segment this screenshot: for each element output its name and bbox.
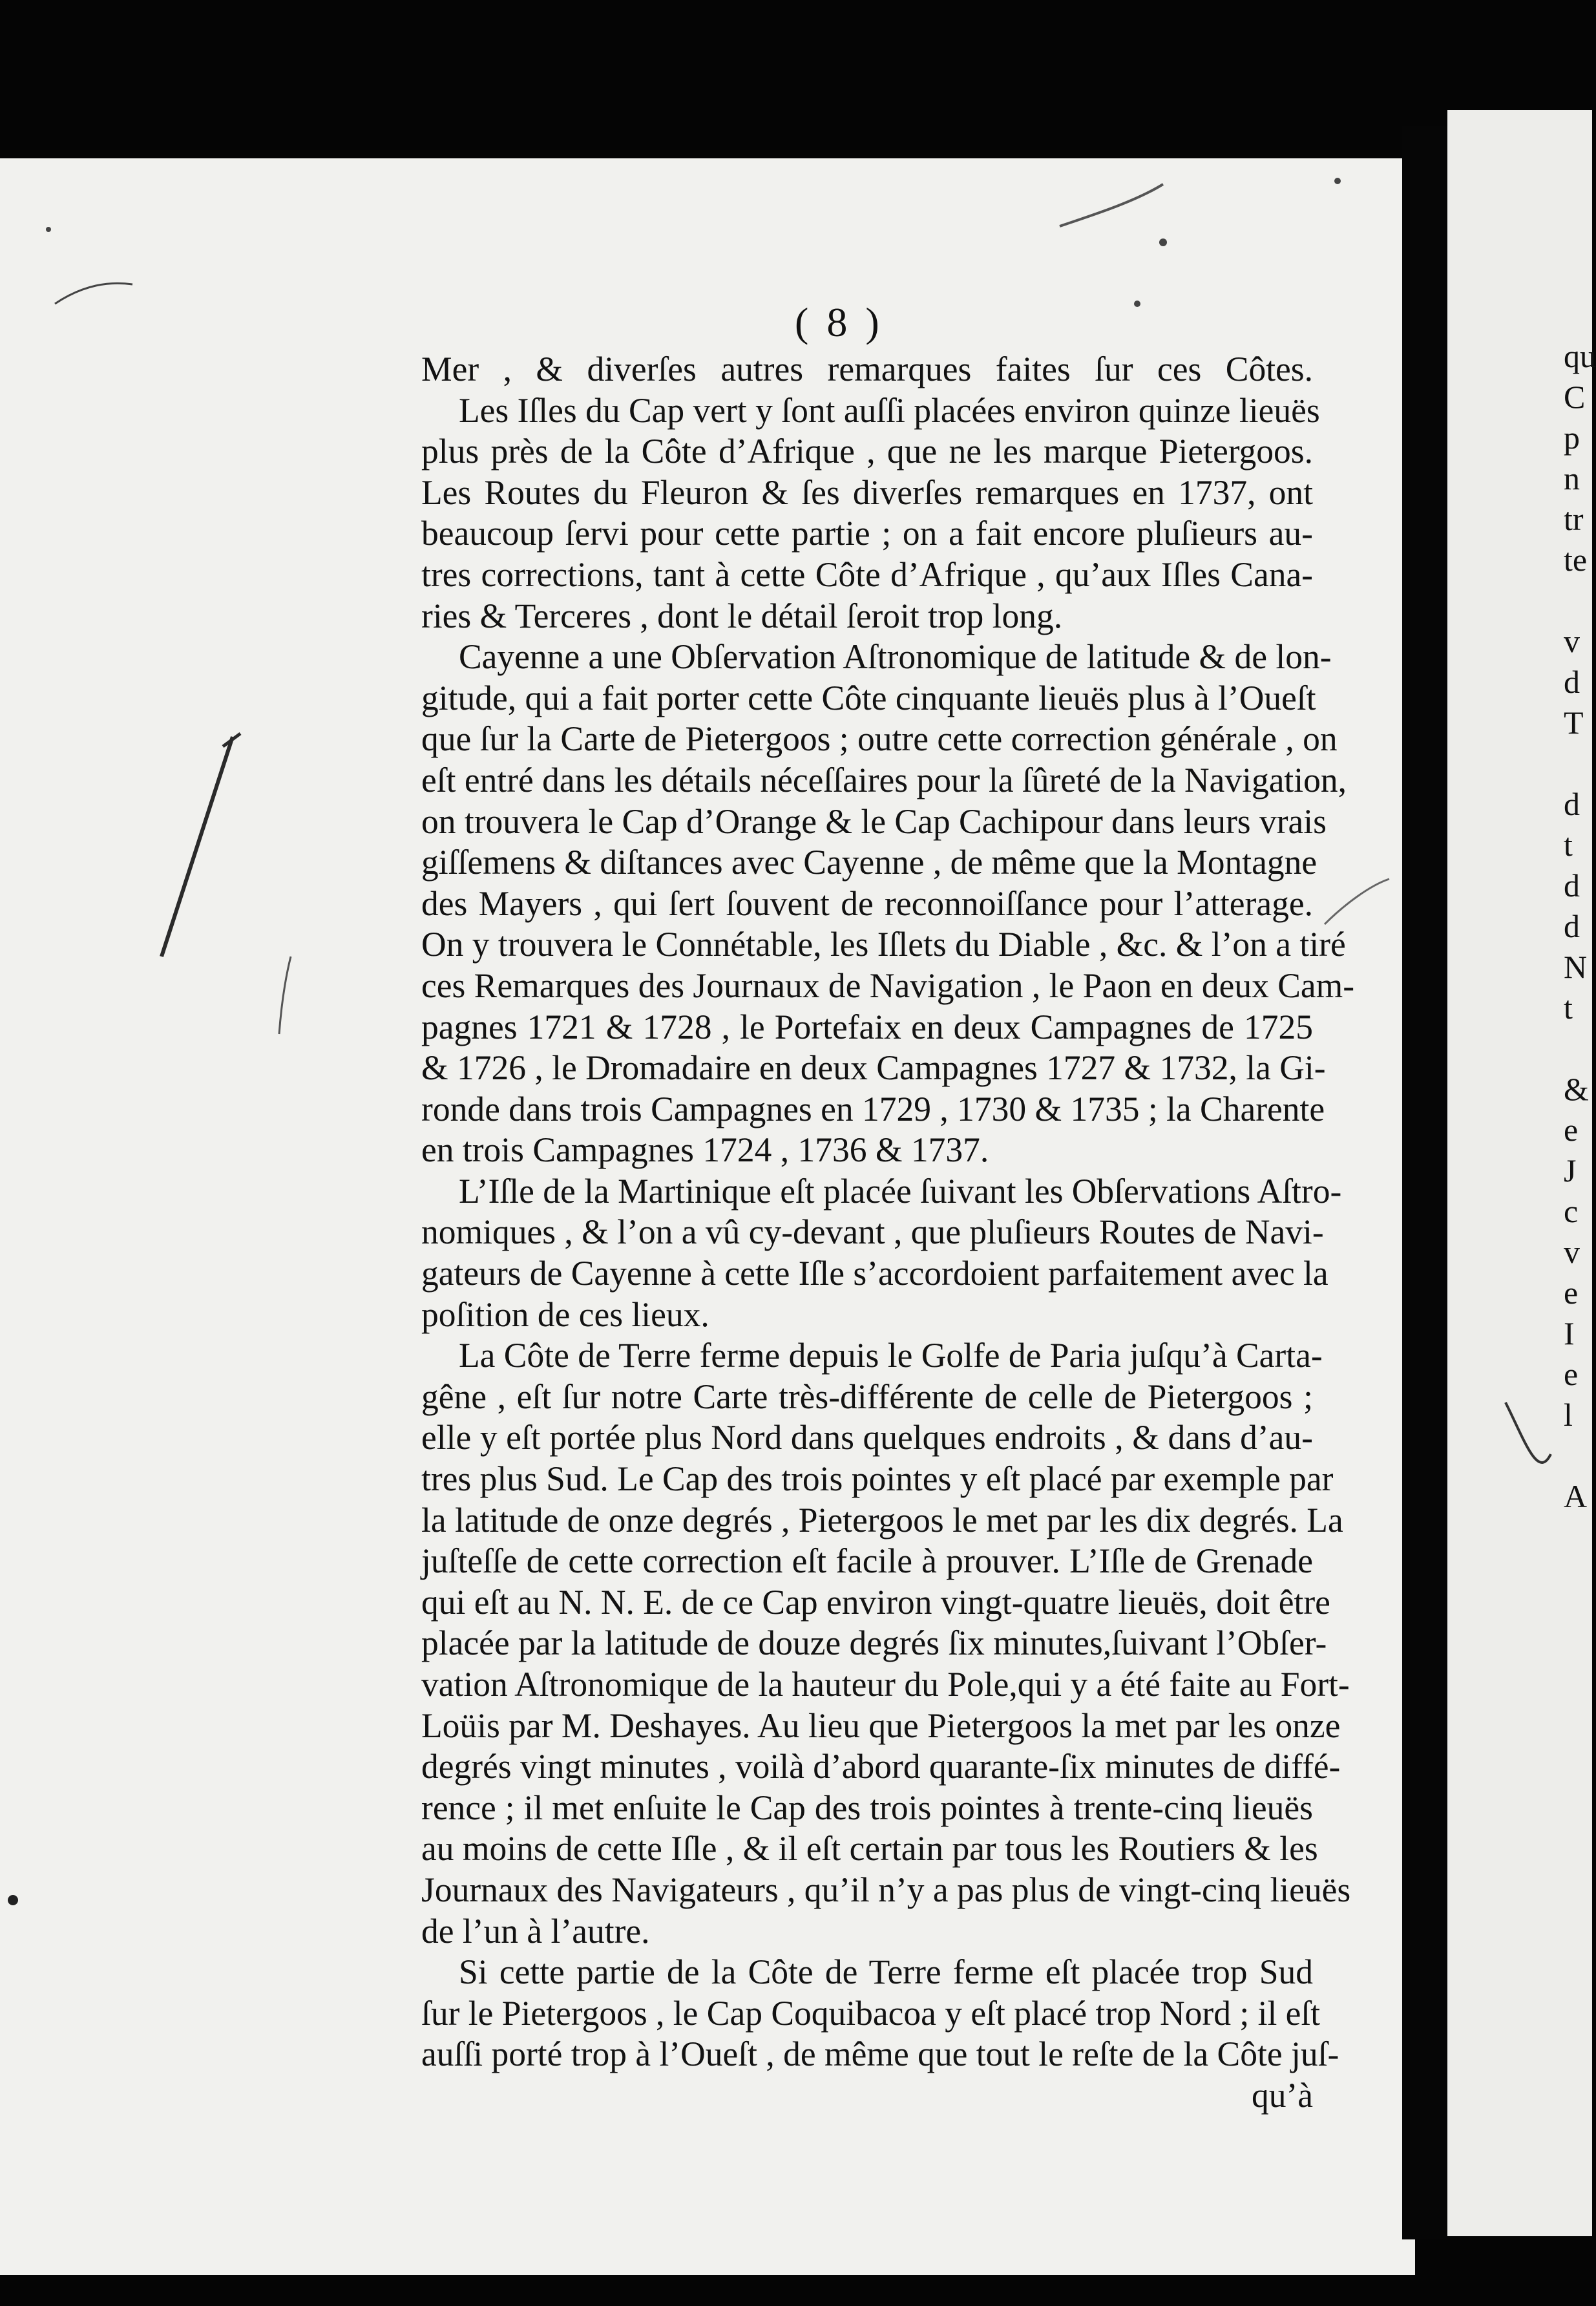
text-line: pagnes 1721 & 1728 , le Portefaix en deux Campagnes de 1725 bbox=[421, 1007, 1313, 1046]
right-fragment: l bbox=[1564, 1397, 1573, 1433]
text-line: plus près de la Côte d’Afrique , que ne les marque Pietergoos. bbox=[421, 432, 1313, 471]
right-fragment: N bbox=[1564, 949, 1588, 985]
text-line: ries & Terceres , dont le détail ſeroit trop long. bbox=[421, 596, 1063, 635]
right-page-text bbox=[1564, 336, 1596, 1517]
text-line: On y trouvera le Connétable, les Iſlets du Diable , &c. & l’on a tiré bbox=[421, 925, 1346, 964]
text-line: rence ; il met enſuite le Cap des trois pointes à trente-cinq lieuës bbox=[421, 1788, 1313, 1827]
text-line: tres plus Sud. Le Cap des trois pointes y eſt placé par exemple par bbox=[421, 1459, 1334, 1499]
text-line: placée par la latitude de douze degrés ſix minutes,ſuivant l’Obſer- bbox=[421, 1624, 1327, 1663]
text-line: Si cette partie de la Côte de Terre ferme eſt placée trop Sud bbox=[459, 1952, 1313, 1992]
text-line: ronde dans trois Campagnes en 1729 , 1730 & 1735 ; la Charente bbox=[421, 1089, 1325, 1128]
right-fragment: I bbox=[1564, 1315, 1575, 1351]
book-spine bbox=[1402, 126, 1447, 2239]
right-fragment: n bbox=[1564, 460, 1580, 496]
right-fragment: tr bbox=[1564, 501, 1584, 537]
text-line: des Mayers , qui ſert ſouvent de reconnoiſſance pour l’atterage. bbox=[421, 883, 1313, 923]
text-line: Cayenne a une Obſervation Aſtronomique de latitude & de lon- bbox=[459, 637, 1332, 677]
right-fragment: e bbox=[1564, 1112, 1579, 1148]
catchword: qu’à bbox=[1251, 2075, 1313, 2115]
text-line: eſt entré dans les détails néceſſaires pour la ſûreté de la Navigation, bbox=[421, 760, 1347, 799]
right-fragment: c bbox=[1564, 1193, 1579, 1229]
text-line: elle y eſt portée plus Nord dans quelques endroits , & dans d’au- bbox=[421, 1418, 1313, 1457]
right-fragment: C bbox=[1564, 379, 1586, 415]
text-line: tres corrections, tant à cette Côte d’Afrique , qu’aux Iſles Cana- bbox=[421, 555, 1313, 594]
text-line: de l’un à l’autre. bbox=[421, 1911, 650, 1951]
right-fragment: te bbox=[1564, 542, 1588, 578]
text-line: Loüis par M. Deshayes. Au lieu que Pietergoos la met par les onze bbox=[421, 1706, 1341, 1745]
text-line: au moins de cette Iſle , & il eſt certain par tous les Routiers & les bbox=[421, 1829, 1318, 1868]
text-line: gêne , eſt ſur notre Carte très-différente de celle de Pietergoos ; bbox=[421, 1377, 1313, 1416]
right-fragment: t bbox=[1564, 989, 1573, 1026]
right-fragment: d bbox=[1564, 908, 1580, 944]
right-fragment: qu bbox=[1564, 338, 1596, 374]
text-line: ces Remarques des Journaux de Navigation , le Paon en deux Cam- bbox=[421, 966, 1355, 1005]
text-line: Journaux des Navigateurs , qu’il n’y a pas plus de vingt-cinq lieuës bbox=[421, 1870, 1351, 1909]
text-line: gitude, qui a fait porter cette Côte cinquante lieuës plus à l’Oueſt bbox=[421, 678, 1316, 717]
right-fragment: v bbox=[1564, 623, 1580, 659]
text-line: La Côte de Terre ferme depuis le Golfe de Paria juſqu’à Carta- bbox=[459, 1336, 1323, 1375]
right-fragment: d bbox=[1564, 786, 1580, 822]
text-line: Mer , & diverſes autres remarques faites ſur ces Côtes. bbox=[421, 350, 1313, 388]
right-fragment: & bbox=[1564, 1071, 1589, 1107]
right-fragment: A bbox=[1564, 1478, 1588, 1514]
text-line: ſur le Pietergoos , le Cap Coquibacoa y eſt placé trop Nord ; il eſt bbox=[421, 1993, 1321, 2033]
text-line: nomiques , & l’on a vû cy-devant , que pluſieurs Routes de Navi- bbox=[421, 1212, 1324, 1252]
right-fragment: v bbox=[1564, 1234, 1580, 1270]
text-line: giſſemens & diſtances avec Cayenne , de même que la Montagne bbox=[421, 843, 1318, 882]
right-fragment: t bbox=[1564, 827, 1573, 863]
text-line: beaucoup ſervi pour cette partie ; on a fait encore pluſieurs au- bbox=[421, 514, 1313, 553]
text-line: qui eſt au N. N. E. de ce Cap environ vingt-quatre lieuës, doit être bbox=[421, 1582, 1330, 1622]
right-fragment: d bbox=[1564, 664, 1580, 700]
text-line: L’Iſle de la Martinique eſt placée ſuivant les Obſervations Aſtro- bbox=[459, 1171, 1342, 1211]
right-fragment: J bbox=[1564, 1152, 1577, 1189]
page-number: ( 8 ) bbox=[795, 299, 883, 345]
text-line: Les Routes du Fleuron & ſes diverſes remarques en 1737, ont bbox=[421, 472, 1313, 512]
right-fragment: d bbox=[1564, 867, 1580, 904]
body-text bbox=[421, 349, 1355, 2117]
text-line: Les Iſles du Cap vert y ſont auſſi placées environ quinze lieuës bbox=[459, 390, 1320, 430]
text-line: vation Aſtronomique de la hauteur du Pole,qui y a été faite au Fort- bbox=[421, 1665, 1350, 1704]
right-fragment: p bbox=[1564, 419, 1580, 456]
text-line: on trouvera le Cap d’Orange & le Cap Cachipour dans leurs vrais bbox=[421, 801, 1327, 841]
text-line: en trois Campagnes 1724 , 1736 & 1737. bbox=[421, 1130, 989, 1170]
text-line: auſſi porté trop à l’Oueſt , de même que tout le reſte de la Côte juſ- bbox=[421, 2035, 1339, 2074]
text-line: & 1726 , le Dromadaire en deux Campagnes 1727 & 1732, la Gi- bbox=[421, 1048, 1326, 1088]
right-fragment: e bbox=[1564, 1356, 1579, 1392]
right-fragment: T bbox=[1564, 704, 1584, 741]
text-line: juſteſſe de cette correction eſt facile à prouver. L’Iſle de Grenade bbox=[421, 1541, 1313, 1581]
right-fragment: e bbox=[1564, 1275, 1579, 1311]
text-line: la latitude de onze degrés , Pietergoos le met par les dix degrés. La bbox=[421, 1500, 1343, 1539]
text-line: poſition de ces lieux. bbox=[421, 1295, 709, 1334]
text-line: degrés vingt minutes , voilà d’abord quarante-ſix minutes de diffé- bbox=[421, 1747, 1341, 1786]
text-line: que ſur la Carte de Pietergoos ; outre cette correction générale , on bbox=[421, 719, 1338, 759]
text-line: gateurs de Cayenne à cette Iſle s’accordoient parfaitement avec la bbox=[421, 1254, 1328, 1293]
